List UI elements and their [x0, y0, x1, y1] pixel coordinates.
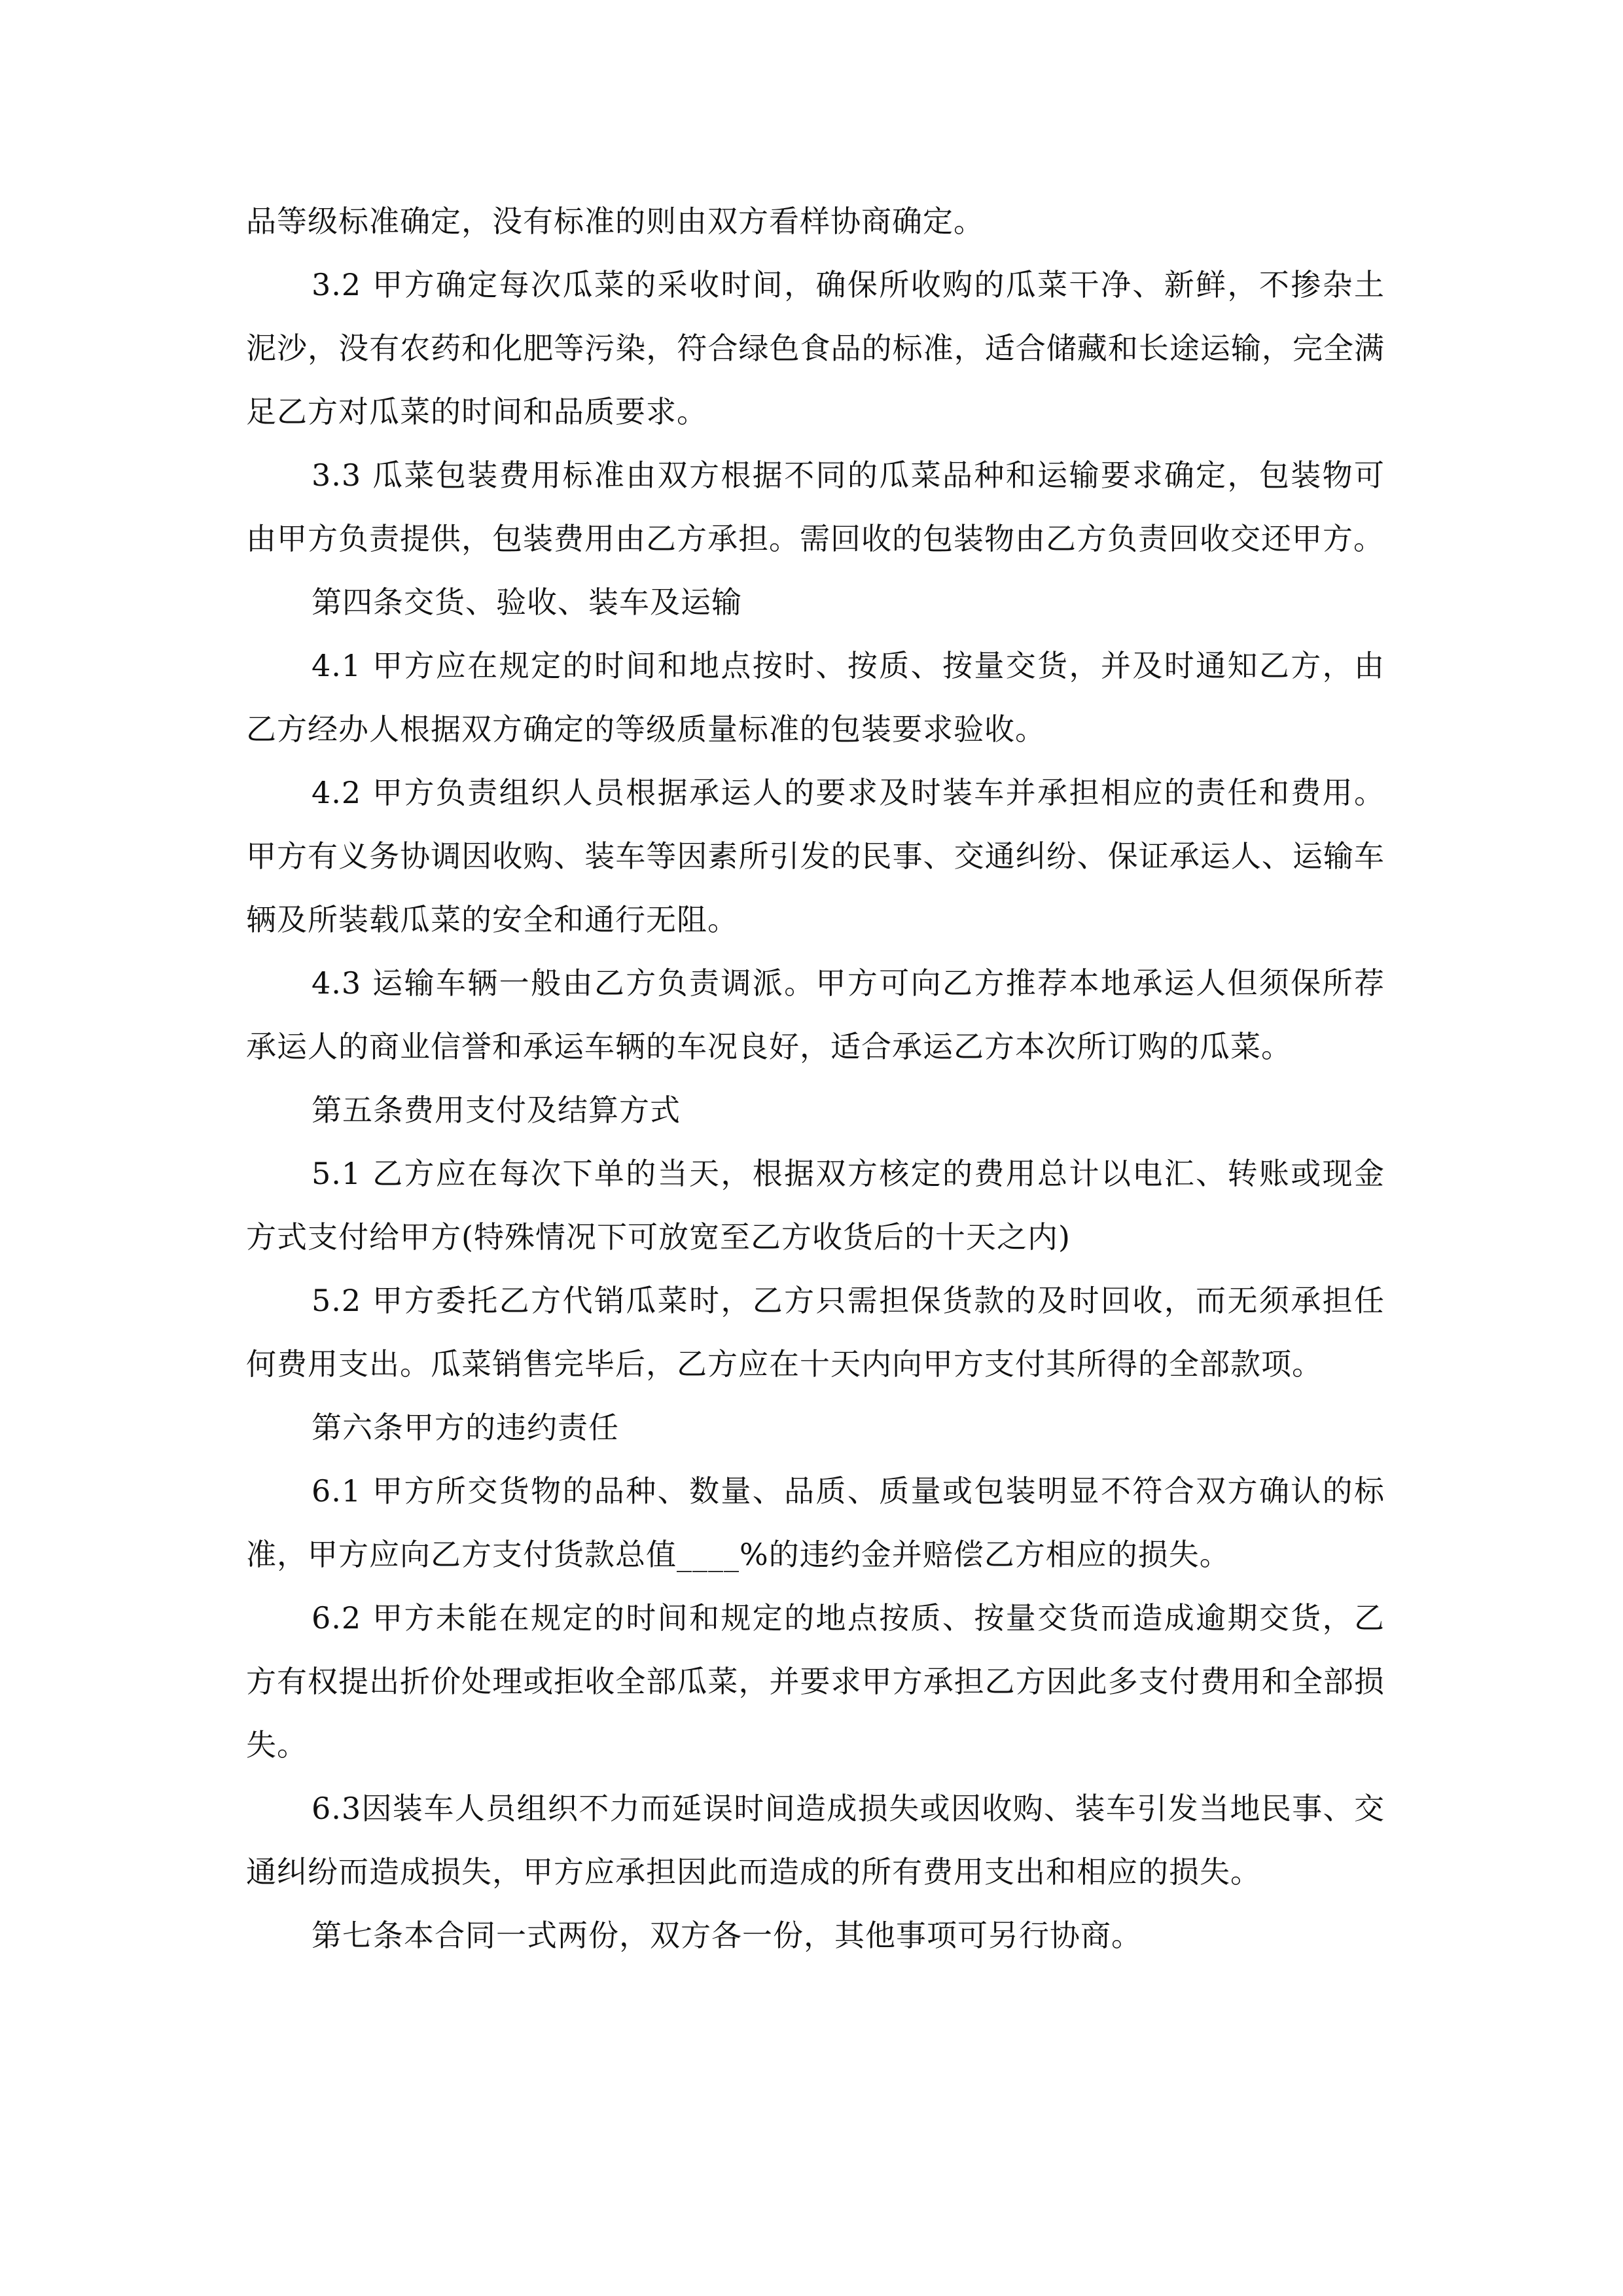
clause-4-2: 4.2 甲方负责组织人员根据承运人的要求及时装车并承担相应的责任和费用。甲方有义务协调因收购、装车等因素所引发的民事、交通纠纷、保证承运人、运输车辆及所装载瓜菜的安全和通行无阻。 — [246, 775, 1385, 937]
paragraph-continuation: 品等级标准确定，没有标准的则由双方看样协商确定。 — [246, 204, 984, 239]
clause-6-1: 6.1 甲方所交货物的品种、数量、品质、质量或包装明显不符合双方确认的标准，甲方应向乙方支付货款总值____%的违约金并赔偿乙方相应的损失。 — [246, 1473, 1385, 1572]
clause-5-2: 5.2 甲方委托乙方代销瓜菜时，乙方只需担保货款的及时回收，而无须承担任何费用支出。瓜菜销售完毕后，乙方应在十天内向甲方支付其所得的全部款项。 — [246, 1283, 1385, 1382]
document-page — [246, 190, 1385, 1967]
article-7-text: 第七条本合同一式两份，双方各一份，其他事项可另行协商。 — [312, 1918, 1142, 1953]
clause-3-3: 3.3 瓜菜包装费用标准由双方根据不同的瓜菜品种和运输要求确定，包装物可由甲方负责提供，包装费用由乙方承担。需回收的包装物由乙方负责回收交还甲方。 — [246, 457, 1385, 556]
clause-3-2: 3.2 甲方确定每次瓜菜的采收时间，确保所收购的瓜菜干净、新鲜，不掺杂土泥沙，没有农药和化肥等污染，符合绿色食品的标准，适合储藏和长途运输，完全满足乙方对瓜菜的时间和品质要求。 — [246, 267, 1385, 429]
article-5-heading: 第五条费用支付及结算方式 — [312, 1092, 681, 1128]
article-4-heading: 第四条交货、验收、装车及运输 — [312, 584, 742, 620]
article-6-heading: 第六条甲方的违约责任 — [312, 1410, 619, 1445]
clause-4-1: 4.1 甲方应在规定的时间和地点按时、按质、按量交货，并及时通知乙方，由乙方经办人根据双方确定的等级质量标准的包装要求验收。 — [246, 648, 1385, 747]
clause-6-2: 6.2 甲方未能在规定的时间和规定的地点按质、按量交货而造成逾期交货，乙方有权提出折价处理或拒收全部瓜菜，并要求甲方承担乙方因此多支付费用和全部损失。 — [246, 1600, 1385, 1763]
clause-5-1: 5.1 乙方应在每次下单的当天，根据双方核定的费用总计以电汇、转账或现金方式支付给甲方(特殊情况下可放宽至乙方收货后的十天之内) — [246, 1156, 1385, 1255]
clause-4-3: 4.3 运输车辆一般由乙方负责调派。甲方可向乙方推荐本地承运人但须保所荐承运人的商业信誉和承运车辆的车况良好，适合承运乙方本次所订购的瓜菜。 — [246, 965, 1385, 1064]
clause-6-3: 6.3因装车人员组织不力而延误时间造成损失或因收购、装车引发当地民事、交通纠纷而造成损失，甲方应承担因此而造成的所有费用支出和相应的损失。 — [246, 1791, 1385, 1890]
